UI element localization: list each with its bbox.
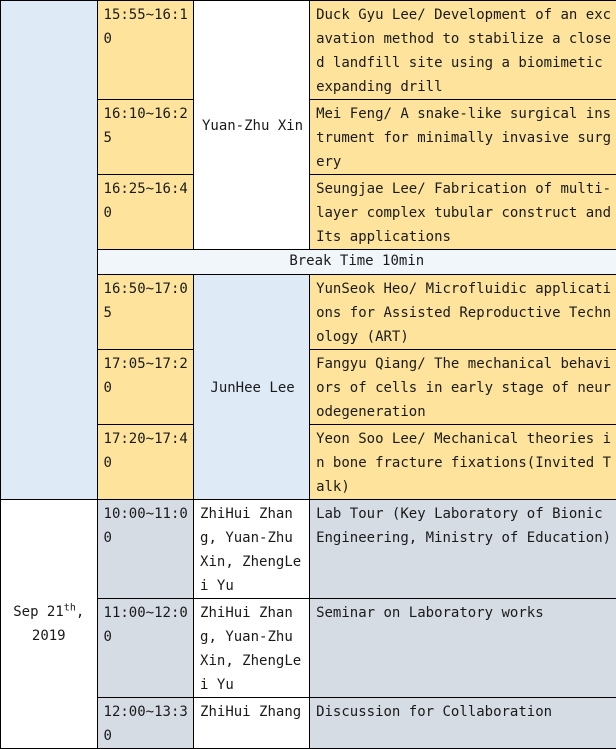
chair-cell: JunHee Lee — [194, 275, 310, 500]
chair-cell: ZhiHui Zhang, Yuan-Zhu Xin, ZhengLei Yu — [194, 599, 310, 698]
date-label: Sep 21th, — [13, 604, 84, 620]
topic-cell: Seungjae Lee/ Fabrication of multi-layer complex tubular construct and Its applications — [310, 175, 616, 250]
table-row — [1, 1, 616, 100]
chair-cell: Yuan-Zhu Xin — [194, 1, 310, 250]
time-cell: 10:00~11:00 — [97, 500, 194, 599]
time-cell: 17:20~17:40 — [97, 425, 194, 500]
time-cell: 11:00~12:00 — [97, 599, 194, 698]
time-cell: 16:10~16:25 — [97, 100, 194, 175]
table-row — [1, 500, 616, 599]
chair-cell: ZhiHui Zhang, Yuan-Zhu Xin, ZhengLei Yu — [194, 500, 310, 599]
topic-cell: Fangyu Qiang/ The mechanical behaviors of cells in early stage of neurodegeneration — [310, 350, 616, 425]
date-cell-day1 — [1, 1, 98, 500]
time-cell: 15:55~16:10 — [97, 1, 194, 100]
date-year: 2019 — [32, 628, 66, 644]
time-cell: 12:00~13:30 — [97, 698, 194, 749]
time-cell: 17:05~17:20 — [97, 350, 194, 425]
topic-cell: Yeon Soo Lee/ Mechanical theories in bone fracture fixations(Invited Talk) — [310, 425, 616, 500]
topic-cell: Duck Gyu Lee/ Development of an excavation method to stabilize a closed landfill site using a biomimetic expanding drill — [310, 1, 616, 100]
time-cell: 16:25~16:40 — [97, 175, 194, 250]
chair-cell: ZhiHui Zhang — [194, 698, 310, 749]
topic-cell: Mei Feng/ A snake-like surgical instrument for minimally invasive surgery — [310, 100, 616, 175]
date-cell-day2 — [1, 500, 98, 749]
time-cell: 16:50~17:05 — [97, 275, 194, 350]
topic-cell: YunSeok Heo/ Microfluidic applications for Assisted Reproductive Technology (ART) — [310, 275, 616, 350]
break-label: Break Time 10min — [97, 250, 616, 275]
topic-cell: Discussion for Collaboration — [310, 698, 616, 749]
topic-cell: Lab Tour (Key Laboratory of Bionic Engineering, Ministry of Education) — [310, 500, 616, 599]
topic-cell: Seminar on Laboratory works — [310, 599, 616, 698]
